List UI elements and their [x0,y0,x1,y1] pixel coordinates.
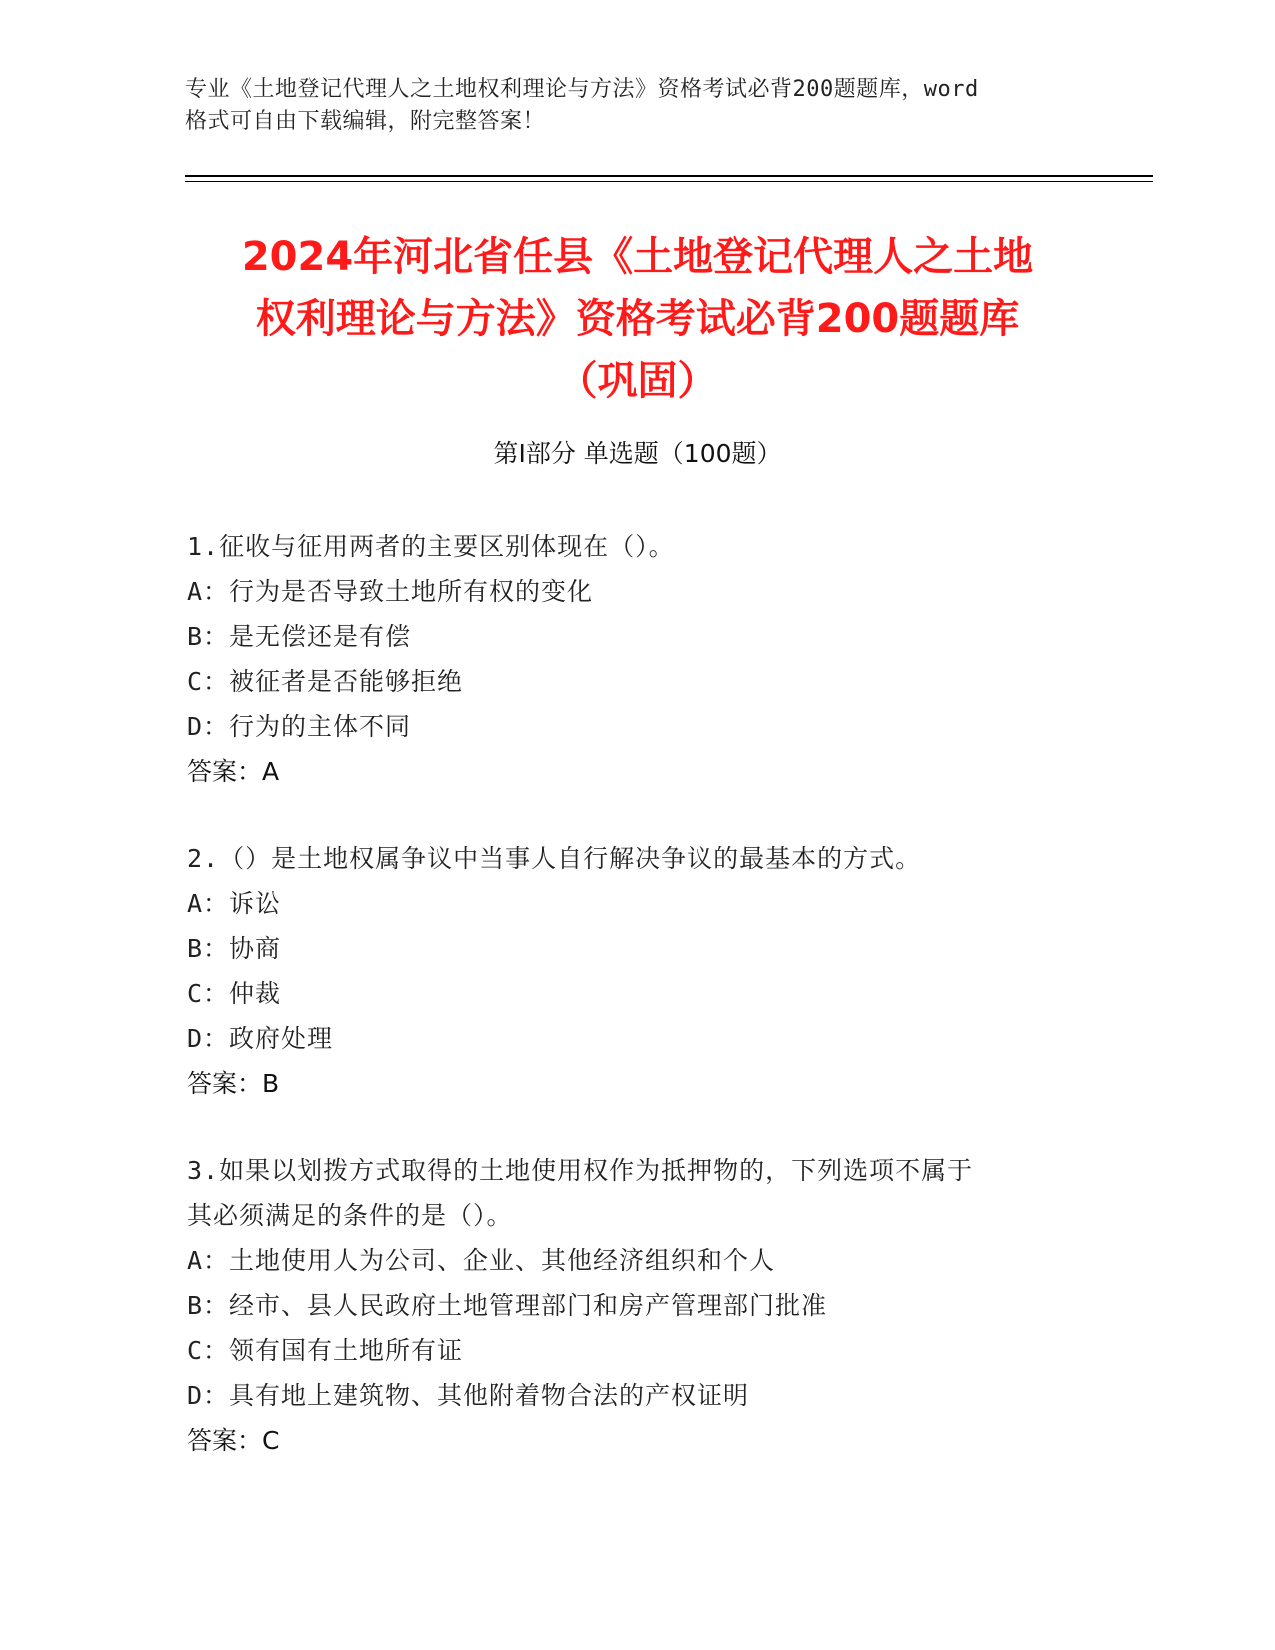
answer-line: 答案：B [187,1069,280,1098]
header-note-line: 格式可自由下载编辑，附完整答案！ [185,109,546,134]
answer-line: 答案：A [187,757,280,786]
option-c: C：仲裁 [187,979,282,1008]
answer-line: 答案：C [187,1426,280,1455]
option-b: B：协商 [187,934,282,963]
title-line: （巩固） [557,358,718,404]
option-d: D：政府处理 [187,1024,334,1053]
option-a: A：行为是否导致土地所有权的变化 [187,577,594,606]
option-b: B：是无偿还是有偿 [187,622,412,651]
question-stem: 2.（）是土地权属争议中当事人自行解决争议的最基本的方式。 [187,844,922,873]
header-divider [185,175,1153,177]
title-line: 权利理论与方法》资格考试必背200题题库 [255,296,1020,342]
question-item [187,836,1067,1106]
option-d: D：行为的主体不同 [187,712,412,741]
option-a: A：土地使用人为公司、企业、其他经济组织和个人 [187,1246,776,1275]
header-note [185,74,1065,138]
option-b: B：经市、县人民政府土地管理部门和房产管理部门批准 [187,1291,828,1320]
question-item [187,1148,1067,1463]
option-c: C：被征者是否能够拒绝 [187,667,464,696]
question-stem-continued: 其必须满足的条件的是（）。 [187,1201,513,1230]
header-note-line: 专业《土地登记代理人之土地权利理论与方法》资格考试必背200题题库，word [185,77,979,102]
question-item [187,524,1067,794]
header-divider-thin [185,181,1153,182]
question-list [187,524,1067,1505]
question-stem: 3.如果以划拨方式取得的土地使用权作为抵押物的，下列选项不属于 [187,1156,974,1185]
title-line: 2024年河北省任县《土地登记代理人之土地 [241,234,1034,280]
option-d: D：具有地上建筑物、其他附着物合法的产权证明 [187,1381,750,1410]
option-c: C：领有国有土地所有证 [187,1336,464,1365]
document-title [150,226,1125,412]
option-a: A：诉讼 [187,889,282,918]
section-title: 第Ⅰ部分 单选题（100题） [493,439,782,468]
question-stem: 1.征收与征用两者的主要区别体现在（）。 [187,532,675,561]
